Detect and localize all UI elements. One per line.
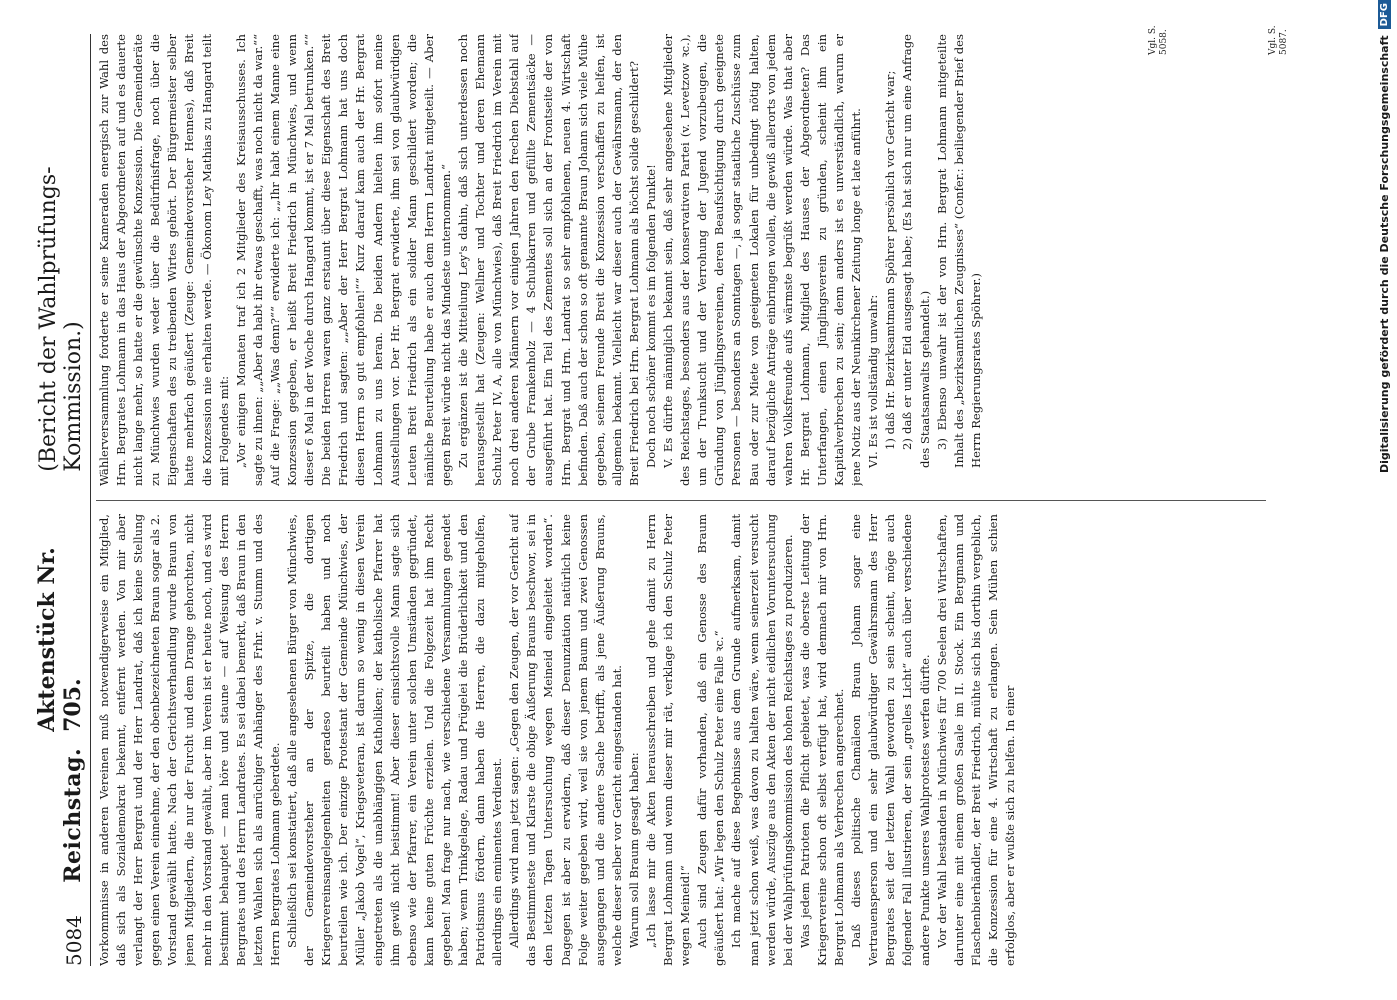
- paragraph: Allerdings wird man jetzt sagen: „Gegen den Zeugen, der vor Gericht auf das Bestimmteste und Klarste die obige Äußerung Brauns beschwor, sei in den letzten Tagen Untersuchung wegen Meineid eingeleitet worden“. Dagegen ist aber zu erwidern, daß dieser Denunziation natürlich keine Folge weiter gegeben wird, weil sie von jenem Baum und zwei Genossen ausgegangen und die andere Sache betrifft, als jene Äußerung Brauns, welche dieser selber vor Gericht eingestanden hat.: [507, 514, 624, 966]
- paragraph: Ich mache auf diese Begebnisse aus dem Grunde aufmerksam, damit man jetzt schon weiß, was davon zu halten wäre, wenn seinerzeit versucht werden würde, Auszüge aus den Akten der nicht eidlichen Voruntersuchung bei der Wahlprüfungskommission des hohen Reichstages zu produzieren.: [729, 514, 795, 966]
- paragraph: Auch sind Zeugen dafür vorhanden, daß ein Genosse des Braum geäußert hat: „Wir legen den Schulz Peter eine Falle ꝛc.“: [695, 514, 727, 966]
- list-item: 1) daß Hr. Bezirksamtmann Spöhrer persönlich vor Gericht war;: [883, 70, 898, 450]
- document-reference: Aktenstück Nr. 705.: [34, 547, 86, 732]
- paragraph: Daß dieses politische Chamäleon Braun Johann sogar eine Vertrauensperson und ein sehr glaubwürdiger Gewährsmann des Herr Bergrates seit der letzten Wahl geworden zu sein scheint, möge auch folgender Fall illustrieren, der sein „grelles Licht“ auch über verschiedene andere Punkte unseres Wahlprotestes werfen dürfte.: [849, 514, 932, 966]
- column-2: [96, 34, 1266, 486]
- paragraph: Zu ergänzen ist die Mitteilung Ley's dahin, daß sich unterdessen noch herausgestellt hat (Zeugen: Wellner und Tochter und deren Ehemann Schulz Peter IV, A, alle von Münchwies), daß Breit Friedrich im Verein mit noch drei anderen Männern vor einigen Jahren den frechen Diebstahl auf der Grube Frankenholz — 4 Schubkarren und gefüllte Zementsäcke — ausgeführt hat. Ein Teil des Zementes soll sich an der Frontseite der von Hrn. Bergrat und Hrn. Landrat so sehr empfohlenen, neuen 4. Wirtschaft befinden. Daß auch der schon so oft genannte Braun Johann sich viele Mühe gegeben, seinem Freunde Breit die Konzession verschaffen zu helfen, ist allgemein bekannt. Vielleicht war dieser auch der Gewährsmann, der den Breit Friedrich bei Hrn. Bergrat Lohmann als höchst solide geschildert?: [455, 34, 641, 486]
- dfg-attribution: [1374, 0, 1394, 990]
- paragraph: Warum soll Braum gesagt haben:: [626, 752, 641, 948]
- quotation: „Ich lasse mir die Akten herausschreiben und gehe damit zu Herrn Bergrat Lohmann und wenn dieser mir rät, verklage ich den Schulz Peter wegen Meineid!“: [644, 514, 693, 966]
- text-columns: [96, 34, 1310, 966]
- dfg-attribution-strip: [1374, 0, 1394, 1000]
- paragraph: Wählerversammlung forderte er seine Kameraden energisch zur Wahl des Hrn. Bergrates Lohmann in das Haus der Abgeordneten auf und es dauerte nicht lange mehr, so hatte er die gewünschte Konzession. Die Gemeinderäte zu Münchwies wurden weder über die Bedürfnisfrage, noch über die Eigenschaften des zu treibenden Wirtes gehört. Der Bürgermeister selber hatte mehrfach geäußert (Zeuge: Gemeindevorsteher Hennes), daß Breit die Konzession nie erhalten werde. — Ökonom Ley Mathias zu Hangard teilt mit Folgendes mit:: [97, 34, 231, 486]
- list-item: 3) Ebenso unwahr ist der von Hrn. Bergrat Lohmann mitgeteilte Inhalt des „bezirksamtlichen Zeugnisses“ (Confer.: beiliegender Brief des Herrn Regierungsrates Spöhrer.): [934, 34, 983, 468]
- margin-note: Vgl. S. 5087.: [1268, 25, 1289, 55]
- header-right-title: (Bericht der Wahlprüfungs-Kommission.): [36, 166, 86, 472]
- paragraph: Was jedem Patrioten die Pflicht gebietet, was die oberste Leitung der Kriegervereine schon oft selbst verfügt hat, wird demnach mir von Hrn. Bergrat Lohmann als Verbrechen angerechnet.: [797, 514, 847, 966]
- section-vi: VI. Es ist vollständig unwahr:: [866, 294, 881, 468]
- paragraph: Doch noch schöner kommt es im folgenden Punkte!: [644, 164, 658, 468]
- paragraph: Schließlich sei konstatiert, daß alle angesehenen Bürger von Münchwies, der Gemeindevorsteher an der Spitze, die dortigen Kriegervereinsangelegenheiten geradeso beurteilt haben und noch beurteilen wie ich. Der einzige Protestant der Gemeinde Münchwies, der Müller „Jakob Vogel“, Kriegsveteran, ist darum so wenig in diesen Verein eingetreten als die unabhängigen Katholiken; der katholische Pfarrer hat ihm gewiß nicht beistimmt! Aber dieser einsichtsvolle Mann sagte sich ebenso wie der Pfarrer, ein Verein unter solchen Umständen gegründet, kann keine guten Früchte erzielen. Und die Folgezeit hat ihm Recht gegeben! Man frage nur nach, wie verschiedene Versammlungen geendet haben; wenn Trinkgelage, Radau und Prügelei die Brüderlichkeit und den Patriotismus fördern, dann haben die Herren, die dazu mitgeholfen, allerdings ein eminentes Verdienst.: [285, 514, 505, 966]
- column-divider: [96, 500, 1266, 501]
- page-header: [34, 34, 91, 966]
- quotation: „Vor einigen Monaten traf ich 2 Mitglieder des Kreisausschusses. Ich sagte zu ihnen: „„Aber da habt ihr etwas geschafft, was noch nicht da war.““ Auf die Frage: „„Was denn?““ erwiderte ich: „„Ihr habt einem Manne eine Konzession gegeben, er heißt Breit Friedrich in Münchwies, und wenn dieser 6 Mal in der Woche durch Hangard kommt, ist er 7 Mal betrunken.““ Die beiden Herren waren ganz erstaunt über diese Eigenschaft des Breit Friedrich und sagten: „„Aber der Herr Bergrat Lohmann hat uns doch diesen Herrn so gut empfohlen!““ Kurz darauf kam auch der Hr. Bergrat Lohmann zu uns heran. Die beiden Andern hielten ihm sofort meine Ausstellungen vor. Der Hr. Bergrat erwiderte, ihm sei von glaubwürdigen Leuten Breit Friedrich als ein solider Mann geschildert worden; die nämliche Beurteilung habe er auch dem Herrn Landrat mitgeteilt. — Aber gegen Breit würde nicht das Mindeste unternommen.“: [233, 34, 453, 486]
- paragraph: Vor der Wahl bestanden in Münchwies für 700 Seelen drei Wirtschaften, darunter eine mit einem großen Saale im II. Stock. Ein Bergmann und Flaschenbierhändler, der Breit Friedrich, mühte sich bis dorthin vergeblich, die Konzession für eine 4. Wirtschaft zu erlangen. Sein Mühen schien erfolglos, aber er wußte sich zu helfen. In einer: [934, 514, 1017, 966]
- dfg-attribution-text: Digitalisierung gefördert durch die Deutsche Forschungsgemeinschaft: [1377, 35, 1391, 474]
- paragraph: Vorkommnisse in anderen Vereinen muß notwendigerweise ein Mitglied, daß sich als Sozialdemokrat bekennt, entfernt werden. Von mir aber verlangt der Herr Bergrat und der Herr Landrat, daß ich keine Stellung gegen einen Verein einnehme, der den obenbezeichneten Braun sogar als 2. Vorstand gewählt hatte. Nach der Gerichtsverhandlung wurde Braun von jenen Mitgliedern, die nur der Furcht und dem Drange gehorchten, nicht mehr in den Vorstand gewählt, aber im Verein ist er heute noch, und es wird bestimmt behauptet — man höre und staune — auf Weisung des Herrn Bergrates und des Herrn Landrates. Es sei dabei bemerkt, daß Braun in den letzten Wahlen sich als anrüchiger Anhänger des Frhr. v. Stumm und des Herrn Bergrates Lohmann geberdete.: [97, 514, 282, 966]
- column-1: [96, 514, 1266, 966]
- margin-note: Vgl. S. 5058.: [1148, 25, 1169, 55]
- header-left-title: Reichstag.: [60, 747, 86, 883]
- section-v: V. Es dürfte männiglich bekannt sein, daß sehr angesehene Mitglieder des Reichstages, besonders aus der konservativen Partei (v. Levetzow ꝛc.), um der Trunksucht und der Verrohung der Jugend vorzubeugen, die Gründung von Jünglingsvereinen, deren Beaufsichtigung durch geeignete Personen — besonders an Sonntagen —, ja sogar staatliche Zuschüsse zum Bau oder zur Miete von geeigneten Lokalen für unbedingt nötig halten, darauf bezügliche Anträge einbringen wollen, die gewiß allerorts von jedem wahren Volksfreunde aufs wärmste begrüßt werden würde. Was that aber Hr. Bergrat Lohmann, Mitglied des Hauses der Abgeordneten? Das Unterfangen, einen Jünglingsverein zu gründen, scheint ihm ein Kapitalverbrechen zu sein; denn anders ist es unverständlich, warum er jene Notiz aus der Neunkirchener Zeitung longe et late anführt.: [661, 34, 864, 486]
- list-item: 2) daß er unter Eid ausgesagt habe; (Es hat sich nur um eine Anfrage des Staatsanwalts gehandelt.): [900, 34, 932, 468]
- dfg-logo-icon: DFG: [1378, 0, 1391, 29]
- page-number: 5084: [62, 915, 86, 966]
